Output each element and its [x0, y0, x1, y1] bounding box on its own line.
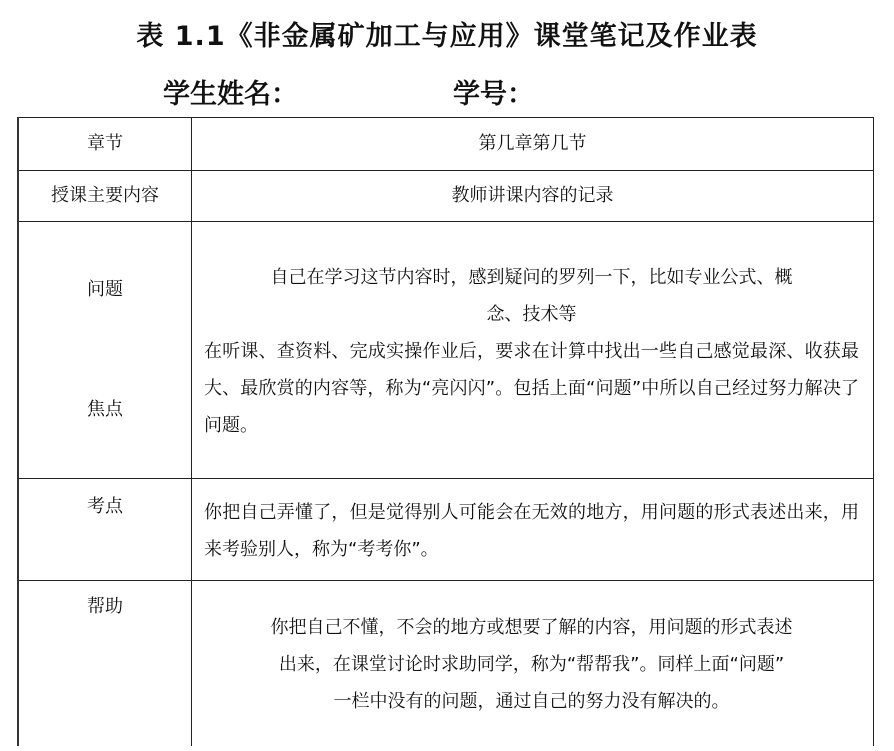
table-row-question-focus — [18, 222, 874, 479]
test-point-label: 考点 — [18, 479, 192, 581]
main-content-value: 教师讲课内容的记录 — [192, 171, 874, 222]
test-point-paragraph: 你把自己弄懂了，但是觉得别人可能会在无效的地方，用问题的形式表述出来，用来考验别人，称为“考考你”。 — [192, 479, 874, 581]
chapter-value: 第几章第几节 — [192, 118, 874, 171]
question-para-line2: 念、技术等 — [486, 303, 577, 325]
notes-table — [17, 117, 874, 746]
focus-paragraph: 在听课、查资料、完成实操作业后，要求在计算中找出一些自己感觉最深、收获最大、最欣赏的内容等，称为“亮闪闪”。包括上面“问题”中所以自己经过努力解决了问题。 — [204, 340, 859, 436]
question-para-line1: 自己在学习这节内容时，感到疑问的罗列一下，比如专业公式、概 — [270, 266, 793, 288]
student-name-label: 学生姓名： — [163, 79, 298, 110]
question-focus-content — [192, 222, 874, 479]
question-focus-label-cell — [18, 222, 192, 479]
help-para-line1: 你把自己不懂，不会的地方或想要了解的内容，用问题的形式表述 — [270, 616, 793, 638]
main-content-label: 授课主要内容 — [18, 171, 192, 222]
table-row-help — [18, 581, 874, 746]
focus-label: 焦点 — [87, 399, 123, 420]
question-label: 问题 — [87, 279, 123, 300]
table-row-content — [18, 171, 874, 222]
student-id-label: 学号： — [453, 79, 534, 110]
chapter-label: 章节 — [18, 118, 192, 171]
table-row-chapter — [18, 118, 874, 171]
help-para-line2: 出来，在课堂讨论时求助同学，称为“帮帮我”。同样上面“问题” — [278, 653, 785, 675]
help-content — [192, 581, 874, 746]
document-title: 表 1.1《非金属矿加工与应用》课堂笔记及作业表 — [136, 21, 758, 52]
help-para-line3: 一栏中没有的问题，通过自己的努力没有解决的。 — [333, 690, 730, 712]
table-row-test-point — [18, 479, 874, 581]
help-label: 帮助 — [18, 581, 192, 746]
